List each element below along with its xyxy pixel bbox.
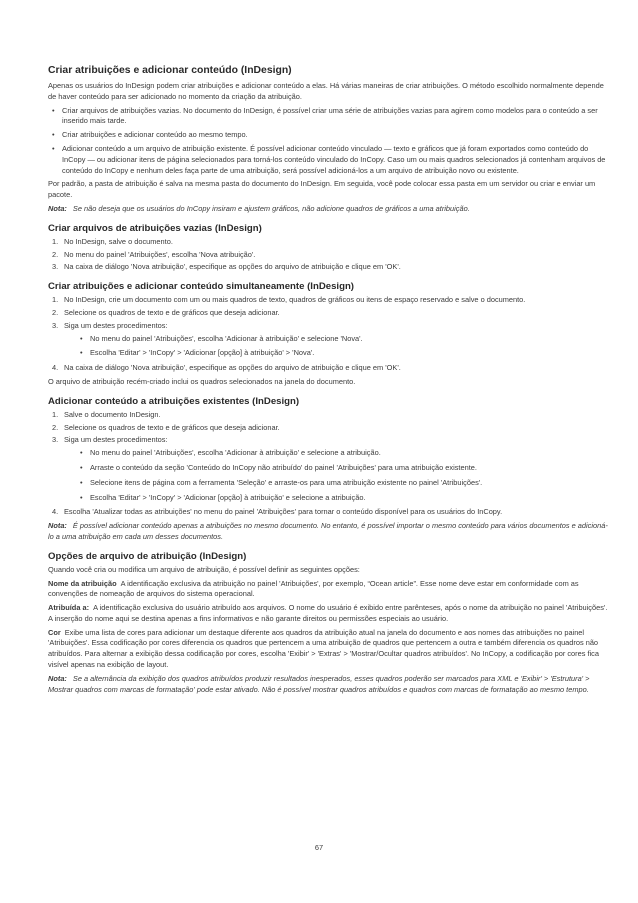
note-label: Nota: (48, 521, 67, 531)
list-item: • Arraste o conteúdo da seção 'Conteúdo do InCopy não atribuído' do painel 'Atribuições' para uma atribuição existente. (64, 463, 608, 474)
section-heading-simultaneous: Criar atribuições e adicionar conteúdo simultaneamente (InDesign) (48, 281, 355, 293)
steps-empty (48, 237, 608, 273)
list-item: • Criar arquivos de atribuições vazias. No documento do InDesign, é possível criar uma série de atribuições vazias para agirem como modelos para o conteúdo a ser inserido mais tarde. (48, 106, 608, 128)
note-text: Se não deseja que os usuários do InCopy insiram e ajustem gráficos, não adicione quadros de gráficos a uma atribuição. (72, 203, 470, 213)
note-label: Nota: (48, 203, 67, 213)
steps-existing (48, 410, 608, 518)
intro-bullet-list (48, 106, 608, 177)
step-number: 3. (52, 320, 59, 330)
step-item (48, 308, 608, 319)
steps-simultaneous (48, 295, 608, 374)
note-text: É possível adicionar conteúdo apenas a atribuições no mesmo documento. No entanto, é possível importar o mesmo conteúdo para vários documentos e adicioná-lo a uma atribuição em cada um desses documentos. (48, 521, 608, 541)
list-item: • Escolha 'Editar' > 'InCopy' > 'Adicionar [opção] à atribuição' > 'Nova'. (64, 348, 608, 359)
note (48, 674, 608, 696)
step-number: 2. (52, 307, 59, 317)
step-text: No InDesign, crie um documento com um ou mais quadros de texto, quadros de gráficos ou itens de espaço reservado e salve o documento. (64, 295, 526, 305)
option-text: A identificação exclusiva da atribuição no painel 'Atribuições', por exemplo, “Ocean article”. Esse nome deve estar em conformidade com as convenções de nomeação de arquivos do sistema operacional. (48, 578, 579, 599)
options-intro: Quando você cria ou modifica um arquivo de atribuição, é possível definir as seguintes opções: (48, 564, 360, 574)
page-content (48, 64, 608, 698)
step-number: 1. (52, 236, 59, 246)
note (48, 521, 608, 543)
result-paragraph: O arquivo de atribuição recém-criado inclui os quadros selecionados na janela do documento. (48, 376, 356, 386)
step-item (48, 435, 608, 503)
option-term: Atribuída a: (48, 603, 90, 613)
step-number: 1. (52, 409, 59, 419)
list-item: • No menu do painel 'Atribuições', escolha 'Adicionar à atribuição' e selecione 'Nova'. (64, 334, 608, 345)
option-item (48, 579, 608, 601)
option-term: Cor (48, 627, 61, 637)
note-text: Se a alternância da exibição dos quadros atribuídos produzir resultados inesperados, esses quadros poderão ser marcados para XML e 'Exibir' > 'Estrutura' > Mostrar quadros com marcas de formatação' pode estar ativado. Não é possível mostrar quadros atribuídos e quadros com marcas de formatação ao mesmo tempo. (48, 673, 590, 694)
step-text: Siga um destes procedimentos: (64, 320, 168, 330)
section-heading-options: Opções de arquivo de atribuição (InDesign) (48, 550, 247, 562)
step-number: 3. (52, 435, 59, 445)
option-item (48, 603, 608, 625)
step-text: Escolha 'Atualizar todas as atribuições' no menu do painel 'Atribuições' para tornar o conteúdo disponível para os usuários do InCopy. (64, 507, 503, 517)
option-text: A identificação exclusiva do usuário atribuído aos arquivos. O nome do usuário é exibido entre parênteses, após o nome da atribuição no painel 'Atribuições'. A inserção do nome aqui se destina apenas a fins informativos e não garante direitos ou permissões especiais ao usuário. (48, 603, 608, 623)
step-text: No InDesign, salve o documento. (64, 236, 173, 246)
step-item (48, 237, 608, 248)
step-text: Salve o documento InDesign. (64, 409, 161, 419)
option-item (48, 628, 608, 671)
step-item (48, 295, 608, 306)
step-item (48, 507, 608, 518)
step-text: Na caixa de diálogo 'Nova atribuição', especifique as opções do arquivo de atribuição e clique em 'OK'. (64, 262, 401, 272)
section-heading-empty: Criar arquivos de atribuições vazias (InDesign) (48, 222, 262, 234)
list-item: • Selecione itens de página com a ferramenta 'Seleção' e arraste-os para uma atribuição existente no painel 'Atribuições'. (64, 478, 608, 489)
option-text: Exibe uma lista de cores para adicionar um destaque diferente aos quadros da atribuição atual na janela do documento e aos nomes das atribuições no painel 'Atribuições'. Essa codificação por cores diferencia os quadros que pertencem a uma atribuição de quadros que pertencem a outra e também diferencia os quadros não atribuídos. Para alternar a exibição dessa codificação por cores, escolha 'Exibir' > 'Extras' > 'Mostrar/Ocultar quadros atribuídos'. No InCopy, a codificação por cores fica visível apenas na exibição de layout. (48, 627, 599, 670)
step-number: 2. (52, 249, 59, 259)
step-item (48, 410, 608, 421)
step-text: Siga um destes procedimentos: (64, 435, 168, 445)
step-text: Selecione os quadros de texto e de gráficos que deseja adicionar. (64, 422, 280, 432)
step-number: 2. (52, 422, 59, 432)
sub-bullet-list (64, 334, 608, 360)
section-heading-existing: Adicionar conteúdo a atribuições existentes (InDesign) (48, 395, 300, 407)
step-text: Selecione os quadros de texto e de gráficos que deseja adicionar. (64, 307, 280, 317)
step-number: 4. (52, 507, 59, 517)
sub-bullet-list (64, 448, 608, 503)
note-label: Nota: (48, 673, 67, 683)
step-number: 1. (52, 295, 59, 305)
step-text: Na caixa de diálogo 'Nova atribuição', especifique as opções do arquivo de atribuição e clique em 'OK'. (64, 363, 401, 373)
list-item: • No menu do painel 'Atribuições', escolha 'Adicionar à atribuição' e selecione a atribuição. (64, 448, 608, 459)
intro-paragraph: Apenas os usuários do InDesign podem criar atribuições e adicionar conteúdo a elas. Há várias maneiras de criar atribuições. O método escolhido normalmente depende de haver conteúdo para ser adicionado no momento da criação da atribuição. (48, 81, 604, 101)
step-number: 4. (52, 363, 59, 373)
list-item: • Adicionar conteúdo a um arquivo de atribuição existente. É possível adicionar conteúdo vinculado — texto e gráficos que já foram exportados como conteúdo do InCopy — ou adicionar itens de página selecionados para torná-los conteúdo vinculado do InCopy. Caso um ou mais quadros selecionados já contenham arquivos de conteúdo do InCopy e nenhum deles faça parte de uma atribuição, será possível adicioná-los a um arquivo de atribuição novo ou existente. (48, 144, 608, 176)
step-item (48, 321, 608, 359)
page-number: 67 (314, 843, 324, 852)
step-item (48, 363, 608, 374)
step-item (48, 262, 608, 273)
step-item (48, 250, 608, 261)
list-item: • Criar atribuições e adicionar conteúdo ao mesmo tempo. (48, 130, 608, 141)
step-text: No menu do painel 'Atribuições', escolha 'Nova atribuição'. (64, 249, 256, 259)
step-item (48, 423, 608, 434)
default-folder-paragraph: Por padrão, a pasta de atribuição é salva na mesma pasta do documento do InDesign. Em seguida, você pode colocar essa pasta em um servidor ou criar e enviar um pacote. (48, 179, 596, 200)
list-item: • Escolha 'Editar' > 'InCopy' > 'Adicionar [opção] à atribuição' e selecione a atribuição. (64, 493, 608, 504)
page-title: Criar atribuições e adicionar conteúdo (InDesign) (48, 65, 292, 76)
note (48, 204, 608, 215)
step-number: 3. (52, 262, 59, 272)
option-term: Nome da atribuição (48, 578, 117, 588)
